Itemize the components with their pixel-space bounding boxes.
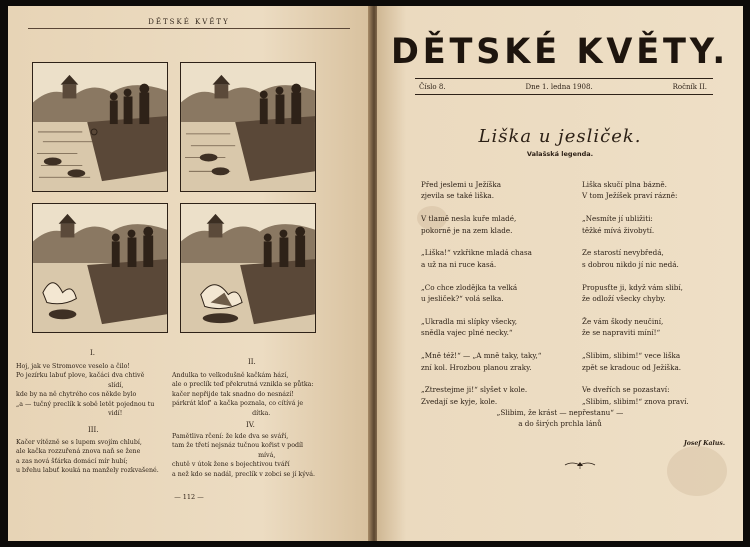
section-numeral: II. <box>248 358 256 366</box>
issue-date: Dne 1. ledna 1908. <box>525 83 593 91</box>
issue-number: Číslo 8. <box>419 83 446 91</box>
pond-scene-illustration <box>33 204 167 332</box>
section-numeral: III. <box>88 426 99 434</box>
running-head: DĚTSKÉ KVĚTY <box>148 18 230 26</box>
right-page <box>377 6 743 541</box>
section-numeral: IV. <box>246 421 255 429</box>
page-number: — 112 — <box>174 493 204 501</box>
masthead-title: DĚTSKÉ KVĚTY. <box>390 32 730 72</box>
caption-3: Kačer vítězně se s lupem svojím chlubí, ale kačka rozzuřená znova naň se žene a zas nová šťárka domácí mír hubí; u břehu labuť kouká na manžely rozkvašené. <box>16 439 159 475</box>
illustration-panel-2 <box>180 62 316 192</box>
ornament-icon <box>563 460 597 469</box>
issue-line <box>419 83 707 91</box>
illustration-panel-3 <box>32 203 168 333</box>
section-numeral: I. <box>90 349 95 357</box>
caption-2: Andulka to velkodušně kačkám hází, ale o preclík teď překrutná vznikla se půtka: kačer nepřijde tak snadno do nesnází! párkrát klof' a kačka poznala, co cítívá je dítka. <box>172 372 314 417</box>
caption-1: Hoj, jak ve Stromovce veselo a čilo! Po jezírku labuť plove, kačáci dva chtivě slídí, kde by na ně chytrého cos někde bylo „a — tučný preclík k sobě letět pojednou tu vidí! <box>16 363 155 418</box>
poem-column-left: Před jeslemi u Ježíška zjevila se také liška. V tlamě nesla kuře mladé, pokorně je na zem klade. „Liška!“ vzkřikne mladá chasa a už na ni ruce kasá. „Co chce zlodějka ta velká u jesliček?“ volá selka. „Ukradla mi slípky všecky, snědla vajec plné necky.“ „Mně též!“ — „A mně taky, taky,“ zní kol. Hrozbou planou zraky. „Ztrestejme ji!“ slyšet v kole. Zvedají se kyje, kole. <box>421 180 542 406</box>
pond-scene-illustration <box>33 63 167 191</box>
poem-title: Liška u jesliček. <box>478 126 642 147</box>
masthead-rule-top <box>415 78 713 79</box>
paper-stain <box>667 446 727 496</box>
caption-4: Pamětliva rčení: že kde dva se sváří, tam že třetí nejsnáz tučnou kořist v podíl mívá, chutě v útok žene s bojechtivou tváří a než kdo se nadál, preclík v zobci se jí kývá. <box>172 433 316 478</box>
masthead-rule-bottom <box>415 94 713 95</box>
illustration-panel-1 <box>32 62 168 192</box>
poem-subtitle: Valašská legenda. <box>526 150 594 158</box>
poem-closing: „Slibim, že krást — nepřestanu“ — a do širých prchla lánů <box>496 408 624 429</box>
header-rule <box>28 28 350 29</box>
illustration-panel-4 <box>180 203 316 333</box>
pond-scene-illustration <box>181 63 315 191</box>
issue-volume: Ročník II. <box>672 83 707 91</box>
poem-column-right: Liška skučí plna bázně. V tom Ježíšek praví rázně: „Nesmíte jí ubližiti: těžké mívá živobytí. Ze starostí nevybředá, s dobrou nikdo jí nic nedá. Propusťte ji, když vám slibí, že odloží všecky chyby. Že vám škody neučiní, že se napraviti míní!“ „Slibim, slibim!“ vece liška zpět se kradouc od Ježíška. Ve dveřích se pozastaví: „Slibim, slibim!“ znova praví. <box>582 180 689 406</box>
left-page <box>8 6 370 541</box>
pond-scene-illustration <box>181 204 315 332</box>
poem-author: Josef Kalus. <box>683 440 725 447</box>
